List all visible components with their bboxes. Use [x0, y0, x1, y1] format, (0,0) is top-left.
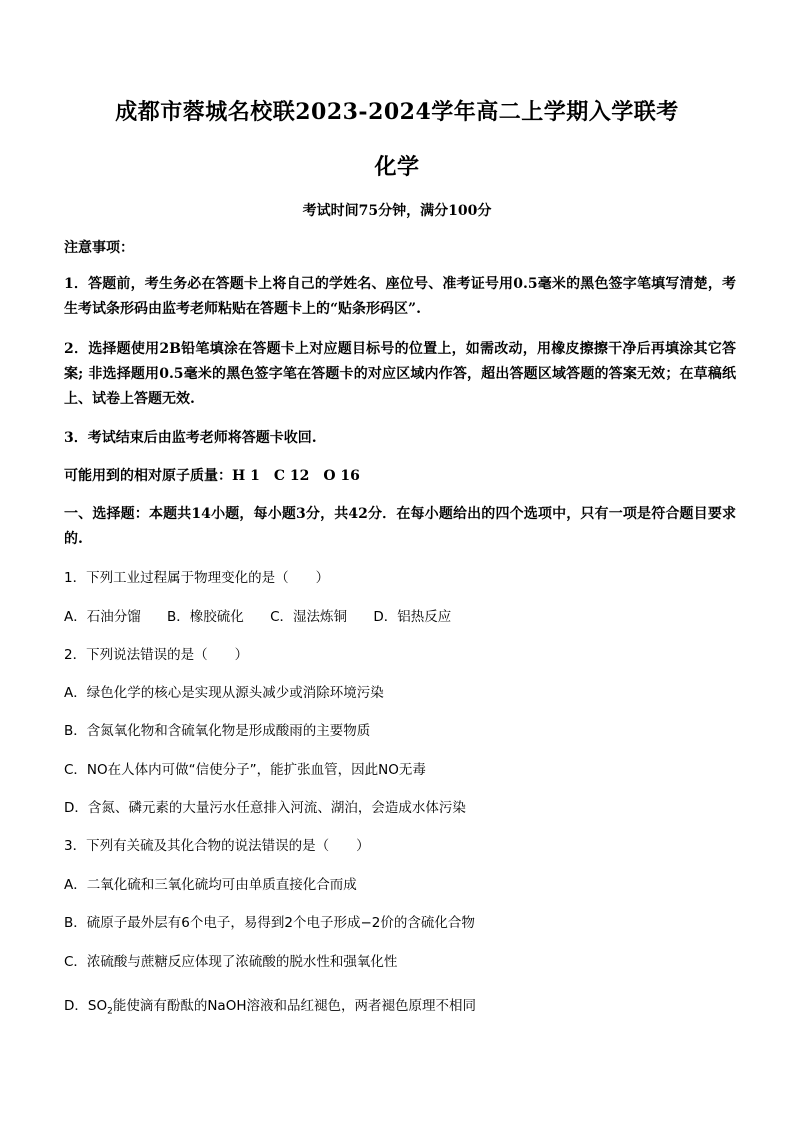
option-d-subscript: 2	[107, 1006, 113, 1017]
question-1-options	[64, 604, 736, 630]
question-2-option-d: D．含氮、磷元素的大量污水任意排入河流、湖泊，会造成水体污染	[64, 800, 466, 816]
question-2-stem: 2．下列说法错误的是（ ）	[64, 647, 249, 663]
question-1-stem: 1．下列工业过程属于物理变化的是（ ）	[64, 570, 330, 586]
question-3-option-d	[64, 993, 736, 1025]
exam-title: 成都市蓉城名校联2023-2024学年高二上学期入学联考	[115, 99, 679, 125]
option-c: C．湿法炼铜	[270, 609, 348, 625]
question-2-option-b: B．含氮氧化物和含硫氧化物是形成酸雨的主要物质	[64, 723, 371, 739]
notice-item-3: 3．考试结束后由监考老师将答题卡收回.	[64, 430, 317, 446]
exam-info: 考试时间75分钟，满分100分	[302, 203, 492, 219]
option-d-prefix: D．SO	[64, 998, 108, 1014]
question-3-option-c: C．浓硫酸与蔗糖反应体现了浓硫酸的脱水性和强氧化性	[64, 954, 398, 970]
option-a: A．石油分馏	[64, 609, 141, 625]
question-2-option-c: C．NO在人体内可做“信使分子”，能扩张血管，因此NO无毒	[64, 762, 426, 778]
atomic-mass-line: 可能用到的相对原子质量：H 1 C 12 O 16	[64, 468, 360, 484]
option-b: B．橡胶硫化	[167, 609, 244, 625]
question-2-option-a: A．绿色化学的核心是实现从源头减少或消除环境污染	[64, 685, 384, 701]
notice-heading: 注意事项：	[64, 240, 134, 256]
question-3-stem: 3．下列有关硫及其化合物的说法错误的是（ ）	[64, 838, 370, 854]
option-d: D．铝热反应	[373, 609, 452, 625]
notice-item-1: 1．答题前，考生务必在答题卡上将自己的学姓名、座位号、准考证号用0.5毫米的黑色签字笔填写清楚，考生考试条形码由监考老师粘贴在答题卡上的“贴条形码区”.	[64, 276, 736, 317]
question-3-option-a: A．二氧化硫和三氧化硫均可由单质直接化合而成	[64, 877, 357, 893]
question-3-option-b: B．硫原子最外层有6个电子，易得到2个电子形成−2价的含硫化合物	[64, 915, 475, 931]
notice-item-2: 2．选择题使用2B铅笔填涂在答题卡上对应题目标号的位置上，如需改动，用橡皮擦擦干净后再填涂其它答案; 非选择题用0.5毫米的黑色签字笔在答题卡的对应区域内作答，超出答题区域答题的答案无效；在草稿纸上、试卷上答题无效.	[64, 341, 736, 407]
subject-title: 化学	[374, 154, 420, 180]
option-d-suffix: 能使滴有酚酞的NaOH溶液和品红褪色，两者褪色原理不相同	[112, 998, 476, 1014]
section-heading: 一、选择题：本题共14小题，每小题3分，共42分．在每小题给出的四个选项中，只有一项是符合题目要求的.	[64, 506, 736, 547]
